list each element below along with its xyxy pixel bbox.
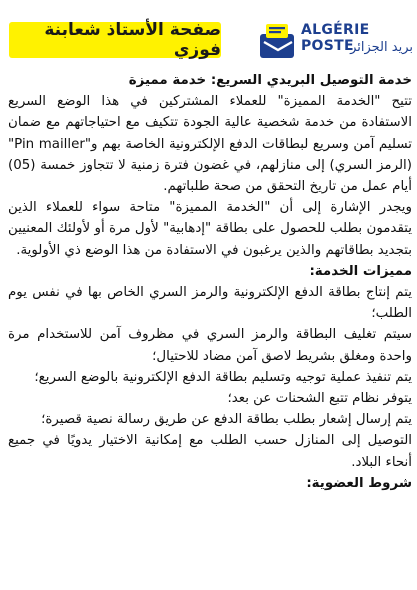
article-intro: تتيح "الخدمة المميزة" للعملاء المشتركين في هذا الوضع السريع الاستفادة من خدمة شخصية عالية الجودة تتكيف مع احتياجاتهم مع ضمان تسليم آمن وسريع لبطاقات الدفع الإلكترونية الخاصة بهم و"Pin mailler" (الرمز السري) إلى منازلهم، في غضون فترة زمنية لا تتجاوز خمسة (05) أيام عمل من تاريخ التحقق من صحة طلباتهم. [8,94,412,195]
feature-item: يتوفر نظام تتبع الشحنات عن بعد؛ [227,391,412,407]
feature-item: يتم إنتاج بطاقة الدفع الإلكترونية والرمز السري الخاص بها في نفس يوم الطلب؛ [8,285,412,322]
feature-item: يتم تنفيذ عملية توجيه وتسليم بطاقة الدفع الإلكترونية بالوضع السريع؛ [34,369,412,385]
membership-heading: شروط العضوية: [306,475,412,491]
article-note: ويجدر الإشارة إلى أن "الخدمة المميزة" متاحة سواء للعملاء الذين يتقدمون بطلب للحصول على بطاقة "إدهابية" لأول مرة أو لأولئك المعنيين بتجديد بطاقاتهم والذين يرغبون في الاستفادة من هذا الوضع ذي الأولوية. [8,200,412,258]
logo-arabic-wordmark: بريد الجزائر [350,40,413,55]
article-body [8,70,412,494]
page-title-badge: صفحة الأستاذ شعابنة فوزي [9,22,221,58]
page-header [0,0,417,68]
feature-item: يتم إرسال إشعار بطلب بطاقة الدفع عن طريق رسالة نصية قصيرة؛ [41,412,412,428]
feature-item: سيتم تغليف البطاقة والرمز السري في مظروف آمن للاستخدام مرة واحدة ومغلق بشريط لاصق آمن مضاد للاحتيال؛ [8,327,412,364]
features-heading: مميزات الخدمة: [309,263,412,279]
algerie-poste-emblem-icon [258,20,298,60]
algerie-poste-logo [258,8,413,64]
article-title: خدمة التوصيل البريدي السريع: خدمة مميزة [128,73,412,88]
feature-item: التوصيل إلى المنازل حسب الطلب مع إمكانية الاختيار يدويًا في جميع أنحاء البلاد. [8,433,412,470]
logo-wordmark: ALGÉRIE POSTE [301,22,370,54]
